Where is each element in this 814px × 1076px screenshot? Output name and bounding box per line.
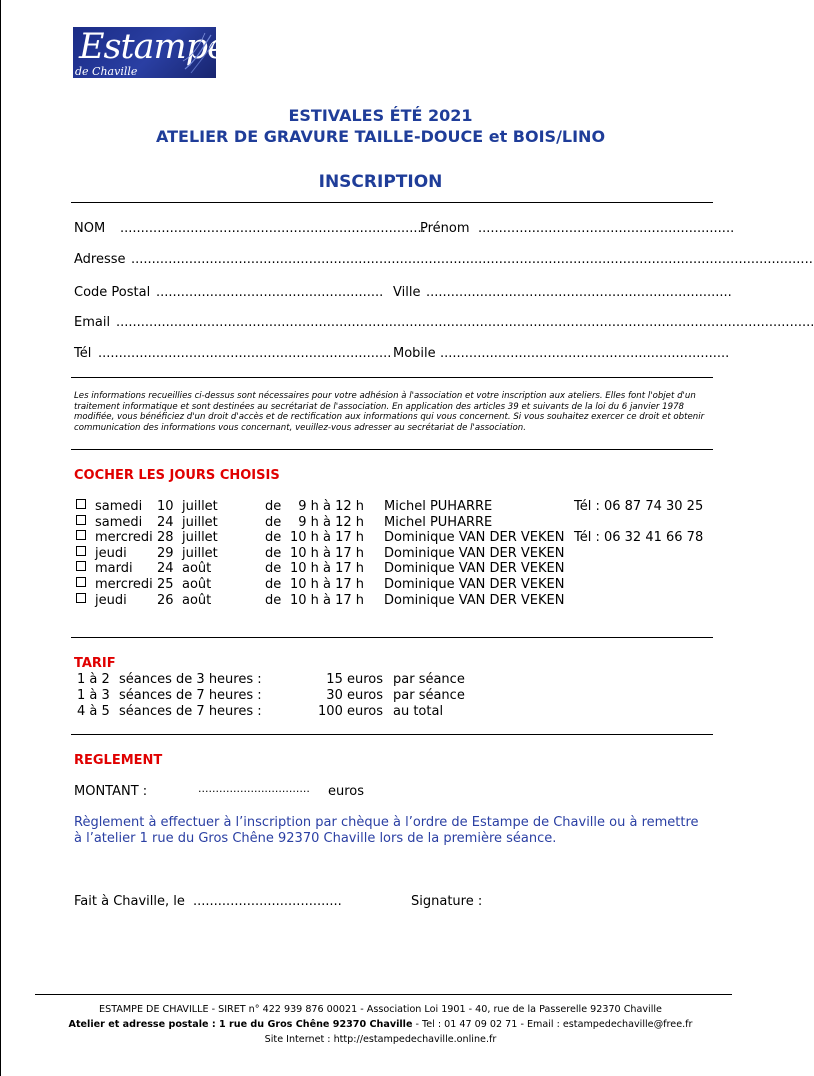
day-row <box>74 515 714 531</box>
mobile-field[interactable]: ...................................................................... <box>440 346 730 361</box>
day-row <box>74 499 714 515</box>
day-checkbox[interactable] <box>76 577 86 587</box>
mobile-label: Mobile <box>393 346 436 361</box>
tarif-range: 1 à 2 <box>77 672 110 687</box>
day-num: 24 <box>157 561 174 577</box>
day-row <box>74 530 714 546</box>
day-day: mercredi <box>95 530 153 546</box>
day-checkbox[interactable] <box>76 499 86 509</box>
divider <box>71 734 713 735</box>
privacy-notice: Les informations recueillies ci-dessus sont nécessaires pour votre adhésion à l'association et votre inscription aux ateliers. Elles font l'objet d'un traitement informatique et sont destinées au secrétariat de l'association. En application des articles 39 et suivants de la loi du 6 janvier 1978 modifiée, vous bénéficiez d'un droit d'accès et de rectification aux informations qui vous concernent. Si vous souhaitez exercer ce droit et obtenir communication des informations vous concernant, veuillez-vous adresser au secrétariat de l'association. <box>74 391 705 433</box>
divider <box>71 637 713 638</box>
day-num: 24 <box>157 514 174 530</box>
day-day: samedi <box>95 499 143 514</box>
day-month: août <box>182 592 212 608</box>
day-de: de <box>265 514 282 530</box>
email-label: Email <box>74 315 111 330</box>
estampe-logo <box>73 27 227 78</box>
code-postal-label: Code Postal <box>74 285 151 300</box>
day-checkbox[interactable] <box>76 530 86 540</box>
tarif-price: 30 euros <box>326 688 383 703</box>
day-day: jeudi <box>95 592 127 608</box>
tarif-section-label: TARIF <box>74 656 116 671</box>
euros-label: euros <box>328 784 365 799</box>
day-tel: Tél : 06 32 41 66 78 <box>574 530 704 546</box>
footer-address-bold: Atelier et adresse postale : 1 rue du Gros Chêne 92370 Chaville <box>68 1019 413 1030</box>
reglement-note: Règlement à effectuer à l’inscription par chèque à l’ordre de Estampe de Chaville ou à remettre à l’atelier 1 rue du Gros Chêne 92370 Chaville lors de la première séance. <box>74 815 699 846</box>
footer-line-1: ESTAMPE DE CHAVILLE - SIRET n° 422 939 876 00021 - Association Loi 1901 - 40, rue de la Passerelle 92370 Chaville <box>99 1004 662 1015</box>
signature-label: Signature : <box>411 894 483 909</box>
tarif-range: 4 à 5 <box>77 704 110 719</box>
montant-field[interactable]: ................................ <box>198 782 310 795</box>
day-hours: 10 h à 17 h <box>289 561 364 577</box>
day-row <box>74 546 714 562</box>
tarif-desc: séances de 3 heures : <box>119 672 262 687</box>
day-num: 25 <box>157 577 174 592</box>
day-checkbox[interactable] <box>76 561 86 571</box>
footer-line-2 <box>0 1019 761 1030</box>
logo-swirl-graphic <box>181 31 215 75</box>
day-checkbox[interactable] <box>76 515 86 525</box>
day-teacher: Dominique VAN DER VEKEN <box>384 561 565 577</box>
montant-label: MONTANT : <box>74 784 148 799</box>
tarif-unit: par séance <box>393 688 465 703</box>
day-de: de <box>265 499 282 514</box>
day-hours: 10 h à 17 h <box>289 545 364 561</box>
tarif-desc: séances de 7 heures : <box>119 688 262 703</box>
tarif-unit: par séance <box>393 672 465 687</box>
day-month: juillet <box>182 530 218 546</box>
divider <box>71 377 713 378</box>
day-row <box>74 561 714 577</box>
ville-label: Ville <box>393 285 421 300</box>
footer-divider <box>35 994 732 995</box>
day-day: mardi <box>95 561 133 577</box>
day-de: de <box>265 561 282 577</box>
day-teacher: Dominique VAN DER VEKEN <box>384 530 565 546</box>
day-hours: 9 h à 12 h <box>298 499 364 514</box>
divider <box>71 202 713 203</box>
tarif-unit: au total <box>393 704 444 719</box>
day-num: 29 <box>157 545 174 561</box>
nom-label: NOM <box>74 221 106 236</box>
day-hours: 10 h à 17 h <box>289 592 364 608</box>
day-de: de <box>265 530 282 546</box>
day-month: août <box>182 577 212 592</box>
date-field[interactable]: .................................... <box>193 894 342 909</box>
day-month: août <box>182 561 212 577</box>
tarif-price: 100 euros <box>318 704 383 719</box>
fait-a-chaville-label: Fait à Chaville, le <box>74 894 185 909</box>
logo-text-main: Estampe <box>79 27 227 67</box>
email-field[interactable]: ......................................................................................................................................................................... <box>116 315 814 330</box>
day-day: jeudi <box>95 545 127 561</box>
day-day: samedi <box>95 514 143 530</box>
prenom-label: Prénom <box>420 221 470 236</box>
day-month: juillet <box>182 499 218 514</box>
nom-field[interactable]: .......................................................................... <box>120 221 426 236</box>
reglement-section-label: REGLEMENT <box>74 753 163 768</box>
title-estivales: ESTIVALES ÉTÉ 2021 <box>288 106 473 125</box>
day-num: 28 <box>157 530 174 546</box>
day-row <box>74 577 714 593</box>
tel-label: Tél <box>74 346 92 361</box>
day-teacher: Michel PUHARRE <box>384 514 493 530</box>
page-left-border <box>0 0 1 1076</box>
tarif-desc: séances de 7 heures : <box>119 704 262 719</box>
day-teacher: Dominique VAN DER VEKEN <box>384 545 565 561</box>
divider <box>71 449 713 450</box>
day-num: 26 <box>157 592 174 608</box>
day-row <box>74 593 714 609</box>
day-month: juillet <box>182 514 218 530</box>
footer-line-3: Site Internet : http://estampedechaville.online.fr <box>264 1034 497 1045</box>
days-section-label: COCHER LES JOURS CHOISIS <box>74 468 280 483</box>
adresse-field[interactable]: ..................................................................................................................................................................... <box>131 252 813 267</box>
title-atelier: ATELIER DE GRAVURE TAILLE-DOUCE et BOIS/LINO <box>155 127 606 146</box>
tarif-range: 1 à 3 <box>77 688 110 703</box>
day-tel: Tél : 06 87 74 30 25 <box>574 499 704 514</box>
prenom-field[interactable]: .............................................................. <box>478 221 735 236</box>
code-postal-field[interactable]: ....................................................... <box>156 285 384 300</box>
day-de: de <box>265 545 282 561</box>
day-month: juillet <box>182 545 218 561</box>
tarif-price: 15 euros <box>326 672 383 687</box>
logo-text-sub: de Chaville <box>75 65 138 78</box>
day-de: de <box>265 592 282 608</box>
day-hours: 10 h à 17 h <box>289 577 364 592</box>
day-hours: 9 h à 12 h <box>298 514 364 530</box>
adresse-label: Adresse <box>74 252 126 267</box>
day-checkbox[interactable] <box>76 593 86 603</box>
day-checkbox[interactable] <box>76 546 86 556</box>
day-teacher: Michel PUHARRE <box>384 499 493 514</box>
day-num: 10 <box>157 499 174 514</box>
day-de: de <box>265 577 282 592</box>
day-teacher: Dominique VAN DER VEKEN <box>384 577 565 592</box>
title-inscription: INSCRIPTION <box>318 172 443 192</box>
day-day: mercredi <box>95 577 153 592</box>
footer-contact: - Tel : 01 47 09 02 71 - Email : estampedechaville@free.fr <box>412 1019 693 1030</box>
tel-field[interactable]: ....................................................................... <box>98 346 392 361</box>
day-teacher: Dominique VAN DER VEKEN <box>384 592 565 608</box>
ville-field[interactable]: .......................................................................... <box>426 285 732 300</box>
day-hours: 10 h à 17 h <box>289 530 364 546</box>
